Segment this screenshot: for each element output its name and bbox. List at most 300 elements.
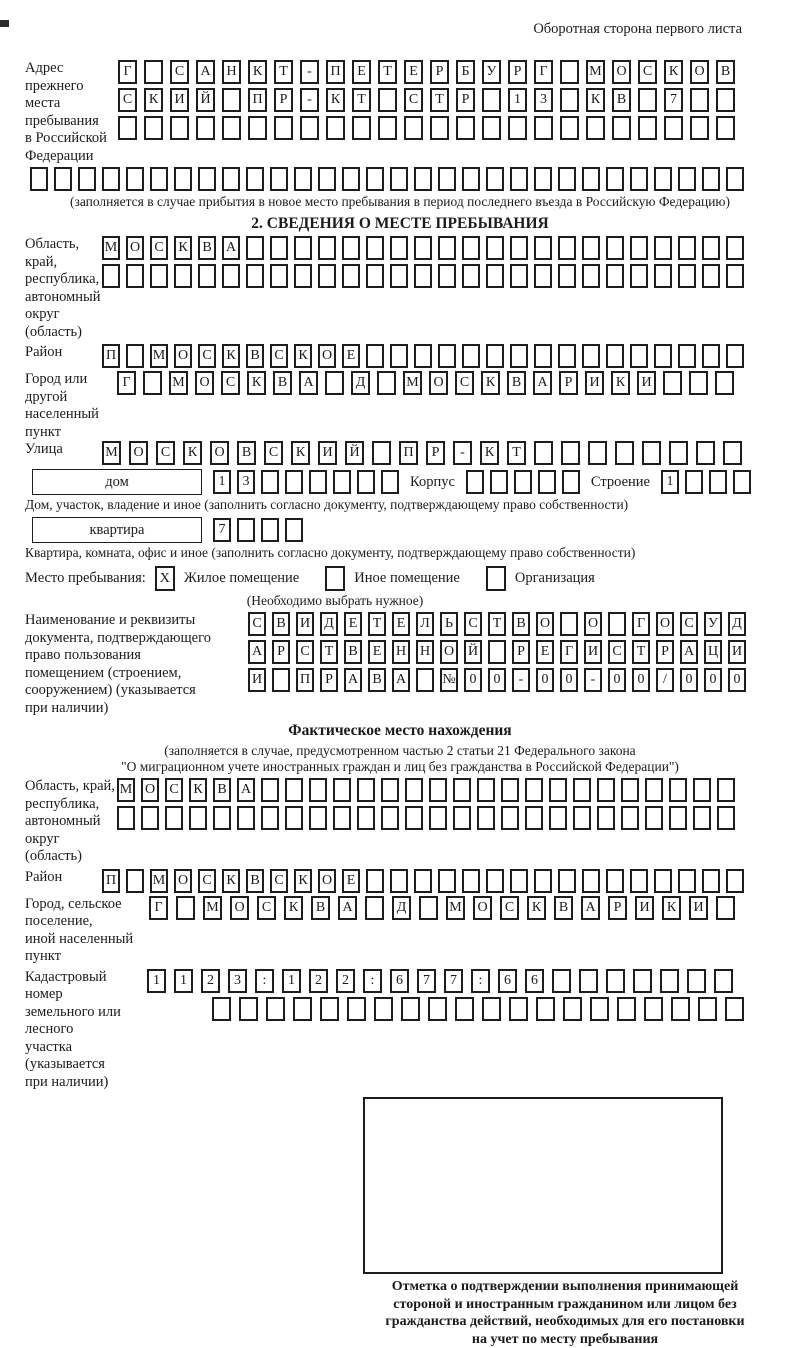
char-cell: [261, 518, 279, 542]
char-cell: [664, 116, 683, 140]
char-cell: А: [299, 371, 318, 395]
char-cell: [198, 264, 216, 288]
char-cell: [222, 116, 241, 140]
char-cell: :: [363, 969, 382, 993]
char-cell: [78, 167, 96, 191]
char-cell: [414, 167, 432, 191]
char-cell: [630, 344, 648, 368]
char-cell: [390, 236, 408, 260]
rayon-row: [102, 344, 744, 368]
rayon-label: Район: [25, 344, 63, 360]
char-cell: Р: [656, 640, 674, 664]
char-cell: [702, 167, 720, 191]
char-cell: В: [246, 869, 264, 893]
char-cell: К: [183, 441, 202, 465]
char-cell: [366, 344, 384, 368]
char-cell: [357, 806, 375, 830]
char-cell: А: [680, 640, 698, 664]
char-cell: [30, 167, 48, 191]
char-cell: С: [270, 869, 288, 893]
oblast-label: Область, край, республика, автономный округ (область): [25, 236, 101, 340]
char-cell: 1: [174, 969, 193, 993]
dom-cells: [213, 470, 399, 494]
fakt-oblast-field: [25, 778, 800, 866]
char-cell: 0: [680, 668, 698, 692]
char-cell: [654, 236, 672, 260]
char-cell: [405, 778, 423, 802]
document-field: [25, 612, 800, 717]
char-cell: [617, 997, 636, 1021]
char-cell: [239, 997, 258, 1021]
char-cell: И: [170, 88, 189, 112]
char-cell: Н: [392, 640, 410, 664]
oblast-field: [25, 236, 800, 341]
char-cell: [615, 441, 634, 465]
rayon-field: [25, 344, 800, 368]
char-cell: [669, 441, 688, 465]
char-cell: [261, 778, 279, 802]
char-cell: О: [195, 371, 214, 395]
char-cell: М: [446, 896, 465, 920]
char-cell: [390, 344, 408, 368]
char-cell: С: [296, 640, 314, 664]
fakt-oblast-row-2: [117, 806, 735, 830]
char-cell: [642, 441, 661, 465]
char-cell: К: [247, 371, 266, 395]
char-cell: [582, 167, 600, 191]
char-cell: [381, 806, 399, 830]
prev-address-field: [25, 60, 800, 165]
char-cell: [558, 236, 576, 260]
prev-address-row-4: [30, 167, 800, 191]
char-cell: [486, 236, 504, 260]
char-cell: [333, 470, 351, 494]
fakt-title: Фактическое место нахождения: [288, 722, 512, 739]
char-cell: [644, 997, 663, 1021]
char-cell: [378, 116, 397, 140]
char-cell: [189, 806, 207, 830]
char-cell: [438, 869, 456, 893]
char-cell: [714, 969, 733, 993]
char-cell: [270, 167, 288, 191]
char-cell: Р: [512, 640, 530, 664]
dom-row: [32, 469, 800, 495]
char-cell: 0: [704, 668, 722, 692]
char-cell: [621, 778, 639, 802]
char-cell: [365, 896, 384, 920]
char-cell: О: [690, 60, 709, 84]
oblast-row-1: [102, 236, 744, 260]
char-cell: [510, 236, 528, 260]
char-cell: Т: [430, 88, 449, 112]
char-cell: Е: [392, 612, 410, 636]
char-cell: С: [118, 88, 137, 112]
char-cell: К: [284, 896, 303, 920]
char-cell: :: [471, 969, 490, 993]
char-cell: [390, 869, 408, 893]
mesto-caption: (Необходимо выбрать нужное): [246, 593, 424, 608]
char-cell: [213, 806, 231, 830]
prev-address-row-2: [118, 88, 735, 112]
char-cell: К: [480, 441, 499, 465]
char-cell: М: [586, 60, 605, 84]
ulitsa-row: [102, 441, 742, 465]
char-cell: [486, 869, 504, 893]
char-cell: В: [344, 640, 362, 664]
fakt-gorod-label: Город, сельское поселение, иной населенный пункт: [25, 895, 134, 964]
char-cell: С: [404, 88, 423, 112]
char-cell: О: [126, 236, 144, 260]
char-cell: [678, 264, 696, 288]
char-cell: Ц: [704, 640, 722, 664]
char-cell: К: [144, 88, 163, 112]
char-cell: [462, 344, 480, 368]
char-cell: [342, 167, 360, 191]
char-cell: О: [318, 869, 336, 893]
char-cell: [174, 264, 192, 288]
char-cell: [702, 344, 720, 368]
char-cell: [326, 116, 345, 140]
char-cell: Т: [320, 640, 338, 664]
char-cell: Т: [368, 612, 386, 636]
char-cell: С: [464, 612, 482, 636]
char-cell: Д: [728, 612, 746, 636]
char-cell: 7: [213, 518, 231, 542]
char-cell: [560, 116, 579, 140]
char-cell: [645, 778, 663, 802]
char-cell: [198, 167, 216, 191]
char-cell: :: [255, 969, 274, 993]
korpus-label: Корпус: [410, 473, 455, 490]
mesto-option-zhiloe: [155, 566, 299, 591]
char-cell: [733, 470, 751, 494]
char-cell: [309, 806, 327, 830]
prev-address-row-3: [118, 116, 735, 140]
char-cell: К: [294, 344, 312, 368]
char-cell: [534, 236, 552, 260]
char-cell: [669, 806, 687, 830]
char-cell: Р: [508, 60, 527, 84]
char-cell: [126, 869, 144, 893]
char-cell: [563, 997, 582, 1021]
char-cell: [558, 167, 576, 191]
char-cell: М: [102, 236, 120, 260]
char-cell: [150, 167, 168, 191]
char-cell: А: [338, 896, 357, 920]
char-cell: М: [203, 896, 222, 920]
char-cell: Г: [117, 371, 136, 395]
kvartira-cells: [213, 518, 303, 542]
gorod-row: [117, 371, 734, 395]
char-cell: [534, 441, 553, 465]
fakt-oblast-label: Область, край, республика, автономный округ (область): [25, 778, 115, 864]
char-cell: Ь: [440, 612, 458, 636]
korpus-cells: [466, 470, 580, 494]
char-cell: С: [221, 371, 240, 395]
char-cell: [633, 969, 652, 993]
char-cell: [501, 778, 519, 802]
char-cell: 3: [228, 969, 247, 993]
char-cell: [558, 344, 576, 368]
char-cell: К: [664, 60, 683, 84]
char-cell: [381, 470, 399, 494]
char-cell: [261, 470, 279, 494]
document-row-2: [248, 640, 746, 664]
char-cell: [404, 116, 423, 140]
char-cell: [525, 806, 543, 830]
char-cell: [414, 869, 432, 893]
char-cell: [534, 167, 552, 191]
char-cell: Н: [416, 640, 434, 664]
char-cell: [621, 806, 639, 830]
char-cell: [597, 778, 615, 802]
char-cell: [525, 778, 543, 802]
char-cell: И: [248, 668, 266, 692]
char-cell: 0: [608, 668, 626, 692]
prev-address-row-1: [118, 60, 735, 84]
char-cell: [612, 116, 631, 140]
char-cell: И: [635, 896, 654, 920]
char-cell: Е: [352, 60, 371, 84]
char-cell: [630, 869, 648, 893]
char-cell: [717, 806, 735, 830]
char-cell: Г: [149, 896, 168, 920]
char-cell: [456, 116, 475, 140]
char-cell: [630, 236, 648, 260]
char-cell: [318, 264, 336, 288]
mesto-row: [25, 566, 800, 591]
char-cell: [509, 997, 528, 1021]
zhiloe-label: Жилое помещение: [183, 570, 300, 586]
char-cell: [357, 470, 375, 494]
char-cell: [352, 116, 371, 140]
char-cell: С: [170, 60, 189, 84]
oblast-row-2: [102, 264, 744, 288]
char-cell: М: [102, 441, 121, 465]
char-cell: [222, 88, 241, 112]
char-cell: И: [689, 896, 708, 920]
char-cell: [170, 116, 189, 140]
char-cell: [514, 470, 532, 494]
char-cell: [416, 668, 434, 692]
char-cell: [501, 806, 519, 830]
char-cell: [723, 441, 742, 465]
mesto-label: Место пребывания:: [25, 570, 146, 586]
char-cell: №: [440, 668, 458, 692]
kadastr-label: Кадастровый номер земельного или лесного участка (указывается при наличии): [25, 968, 121, 1090]
char-cell: [414, 264, 432, 288]
char-cell: [663, 371, 682, 395]
char-cell: А: [237, 778, 255, 802]
char-cell: 0: [632, 668, 650, 692]
char-cell: [582, 344, 600, 368]
char-cell: [390, 264, 408, 288]
char-cell: О: [612, 60, 631, 84]
char-cell: [654, 264, 672, 288]
inoe-label: Иное помещение: [354, 570, 460, 586]
char-cell: 1: [508, 88, 527, 112]
char-cell: [582, 264, 600, 288]
char-cell: В: [512, 612, 530, 636]
char-cell: [309, 470, 327, 494]
char-cell: [366, 869, 384, 893]
inoe-checkbox: [325, 566, 345, 591]
char-cell: [678, 869, 696, 893]
char-cell: [419, 896, 438, 920]
char-cell: В: [368, 668, 386, 692]
char-cell: Г: [632, 612, 650, 636]
ulitsa-label: Улица: [25, 441, 63, 457]
char-cell: [438, 167, 456, 191]
char-cell: [320, 997, 339, 1021]
char-cell: К: [326, 88, 345, 112]
char-cell: 6: [498, 969, 517, 993]
char-cell: [510, 344, 528, 368]
char-cell: Б: [456, 60, 475, 84]
char-cell: [678, 236, 696, 260]
char-cell: [285, 778, 303, 802]
kvartira-box: квартира: [32, 517, 202, 543]
char-cell: [347, 997, 366, 1021]
char-cell: И: [318, 441, 337, 465]
char-cell: К: [174, 236, 192, 260]
char-cell: И: [728, 640, 746, 664]
char-cell: [270, 236, 288, 260]
char-cell: [144, 116, 163, 140]
char-cell: М: [169, 371, 188, 395]
char-cell: В: [311, 896, 330, 920]
char-cell: [696, 441, 715, 465]
char-cell: В: [554, 896, 573, 920]
char-cell: [318, 167, 336, 191]
char-cell: [381, 778, 399, 802]
document-label: Наименование и реквизиты документа, подтверждающего право пользования помещением (строением, сооружением) (указывается при наличии): [25, 612, 211, 716]
char-cell: Е: [342, 344, 360, 368]
char-cell: У: [482, 60, 501, 84]
char-cell: 3: [237, 470, 255, 494]
char-cell: [429, 778, 447, 802]
char-cell: О: [141, 778, 159, 802]
char-cell: Р: [559, 371, 578, 395]
char-cell: -: [300, 60, 319, 84]
char-cell: [726, 264, 744, 288]
char-cell: -: [453, 441, 472, 465]
char-cell: С: [150, 236, 168, 260]
char-cell: [270, 264, 288, 288]
char-cell: О: [536, 612, 554, 636]
char-cell: Й: [345, 441, 364, 465]
char-cell: [645, 806, 663, 830]
char-cell: О: [174, 869, 192, 893]
char-cell: [261, 806, 279, 830]
char-cell: [414, 236, 432, 260]
char-cell: [212, 997, 231, 1021]
stamp-caption: Отметка о подтверждении выполнения принимающей стороной и иностранным гражданином или лицом без гражданства действий, необходимых для его постановки на учет по месту пребывания: [385, 1279, 745, 1347]
char-cell: 1: [213, 470, 231, 494]
char-cell: П: [326, 60, 345, 84]
char-cell: [428, 997, 447, 1021]
char-cell: [562, 470, 580, 494]
char-cell: У: [704, 612, 722, 636]
char-cell: [671, 997, 690, 1021]
stroenie-cells: [661, 470, 751, 494]
char-cell: И: [296, 612, 314, 636]
char-cell: [54, 167, 72, 191]
char-cell: [482, 997, 501, 1021]
prev-address-caption: (заполняется в случае прибытия в новое место пребывания в период последнего въезда в Российскую Федерацию): [69, 194, 731, 209]
char-cell: [285, 470, 303, 494]
char-cell: [466, 470, 484, 494]
char-cell: П: [296, 668, 314, 692]
char-cell: О: [584, 612, 602, 636]
char-cell: В: [237, 441, 256, 465]
char-cell: [558, 264, 576, 288]
char-cell: Р: [274, 88, 293, 112]
char-cell: 0: [536, 668, 554, 692]
char-cell: Р: [320, 668, 338, 692]
org-checkbox: [486, 566, 506, 591]
char-cell: [462, 236, 480, 260]
ulitsa-field: [25, 441, 800, 465]
char-cell: [534, 116, 553, 140]
char-cell: М: [150, 869, 168, 893]
char-cell: [590, 997, 609, 1021]
char-cell: Е: [344, 612, 362, 636]
char-cell: [693, 806, 711, 830]
char-cell: [669, 778, 687, 802]
char-cell: О: [318, 344, 336, 368]
char-cell: А: [222, 236, 240, 260]
char-cell: К: [291, 441, 310, 465]
char-cell: О: [174, 344, 192, 368]
fakt-captions: (заполняется в случае, предусмотренном частью 2 статьи 21 Федерального закона "О миграционном учете иностранных граждан и лиц без гражданства в Российской Федерации"): [121, 743, 679, 774]
char-cell: О: [473, 896, 492, 920]
kadastr-row-1: [147, 969, 744, 993]
char-cell: О: [440, 640, 458, 664]
char-cell: [685, 470, 703, 494]
char-cell: [552, 969, 571, 993]
fakt-rayon-field: [25, 869, 800, 893]
char-cell: [477, 806, 495, 830]
char-cell: [248, 116, 267, 140]
gorod-label: Город или другой населенный пункт: [25, 371, 99, 440]
char-cell: [126, 167, 144, 191]
char-cell: [318, 236, 336, 260]
char-cell: К: [222, 869, 240, 893]
char-cell: [561, 441, 580, 465]
char-cell: Г: [118, 60, 137, 84]
char-cell: А: [533, 371, 552, 395]
char-cell: [294, 167, 312, 191]
char-cell: [196, 116, 215, 140]
confirmation-stamp-box: [363, 1097, 723, 1274]
char-cell: П: [102, 344, 120, 368]
char-cell: К: [294, 869, 312, 893]
char-cell: -: [300, 88, 319, 112]
char-cell: [716, 88, 735, 112]
char-cell: [702, 869, 720, 893]
char-cell: 6: [390, 969, 409, 993]
char-cell: -: [512, 668, 530, 692]
char-cell: [715, 371, 734, 395]
char-cell: Г: [534, 60, 553, 84]
char-cell: В: [716, 60, 735, 84]
char-cell: [374, 997, 393, 1021]
char-cell: И: [637, 371, 656, 395]
char-cell: 3: [534, 88, 553, 112]
char-cell: [222, 167, 240, 191]
stroenie-label: Строение: [590, 473, 650, 490]
